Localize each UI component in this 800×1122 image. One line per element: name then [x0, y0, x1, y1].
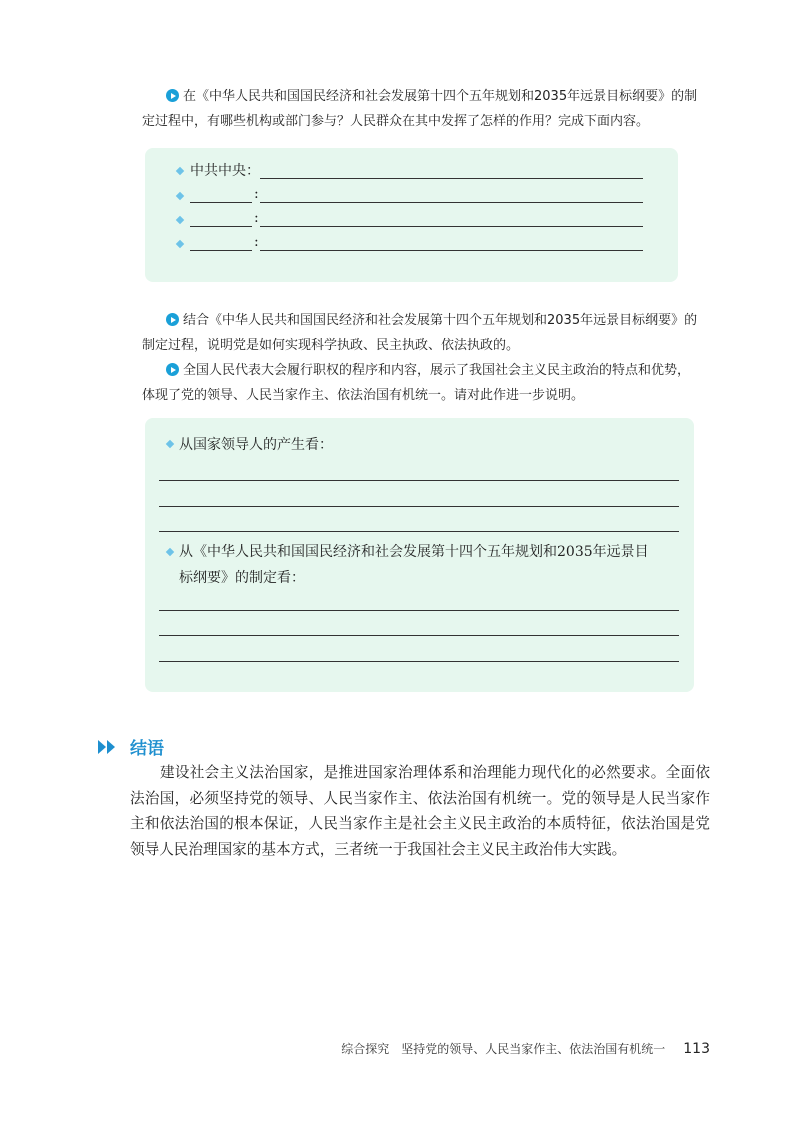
- diamond-bullet-icon: [166, 548, 174, 556]
- blank-org-line[interactable]: [190, 250, 252, 251]
- blank-org-line[interactable]: [190, 202, 252, 203]
- answer-line[interactable]: [260, 226, 643, 227]
- section-title: 结语: [130, 739, 164, 759]
- answer-line[interactable]: [159, 506, 679, 507]
- double-arrow-icon: [98, 740, 122, 754]
- question-2: [142, 308, 702, 358]
- question-1: [142, 84, 702, 134]
- answer-line[interactable]: [260, 202, 643, 203]
- answer-box-2: [145, 418, 694, 692]
- label-plan-line1: 从《中华人民共和国国民经济和社会发展第十四个五年规划和2035年远景目: [179, 544, 649, 560]
- footer-chapter: 综合探究 坚持党的领导、人民当家作主、依法治国有机统一: [341, 1042, 666, 1056]
- question-2-text: 结合《中华人民共和国国民经济和社会发展第十四个五年规划和2035年远景目标纲要》的制定过程，说明党是如何实现科学执政、民主执政、依法执政的。: [142, 313, 698, 353]
- question-3-text: 全国人民代表大会履行职权的程序和内容，展示了我国社会主义民主政治的特点和优势，体现了党的领导、人民当家作主、依法治国有机统一。请对此作进一步说明。: [142, 363, 691, 403]
- label-central-committee: 中共中央：: [190, 163, 260, 179]
- arrow-circle-icon: [166, 89, 179, 102]
- label-leaders: 从国家领导人的产生看：: [179, 437, 333, 453]
- diamond-bullet-icon: [166, 440, 174, 448]
- arrow-circle-icon: [166, 313, 179, 326]
- blank-org-line[interactable]: [190, 226, 252, 227]
- colon: :: [254, 210, 259, 226]
- colon: :: [254, 234, 259, 250]
- answer-line[interactable]: [159, 610, 679, 611]
- question-1-text: 在《中华人民共和国国民经济和社会发展第十四个五年规划和2035年远景目标纲要》的制定过程中，有哪些机构或部门参与？人民群众在其中发挥了怎样的作用？完成下面内容。: [142, 89, 698, 129]
- page-number: 113: [683, 1041, 710, 1057]
- answer-line[interactable]: [159, 661, 679, 662]
- answer-line[interactable]: [159, 635, 679, 636]
- diamond-bullet-icon: [176, 240, 184, 248]
- colon: :: [254, 186, 259, 202]
- conclusion-paragraph: 建设社会主义法治国家，是推进国家治理体系和治理能力现代化的必然要求。全面依法治国，必须坚持党的领导、人民当家作主、依法治国有机统一。党的领导是人民当家作主和依法治国的根本保证，人民当家作主是社会主义民主政治的本质特征，依法治国是党领导人民治理国家的基本方式，三者统一于我国社会主义民主政治伟大实践。: [130, 764, 710, 858]
- diamond-bullet-icon: [176, 216, 184, 224]
- label-plan-line2: 标纲要》的制定看：: [179, 570, 305, 586]
- arrow-circle-icon: [166, 363, 179, 376]
- answer-line[interactable]: [159, 480, 679, 481]
- answer-line[interactable]: [260, 250, 643, 251]
- answer-box-1: [145, 148, 678, 282]
- diamond-bullet-icon: [176, 192, 184, 200]
- answer-line[interactable]: [159, 531, 679, 532]
- page-footer: [341, 1040, 710, 1057]
- question-3: [142, 358, 702, 408]
- diamond-bullet-icon: [176, 167, 184, 175]
- answer-line[interactable]: [260, 178, 643, 179]
